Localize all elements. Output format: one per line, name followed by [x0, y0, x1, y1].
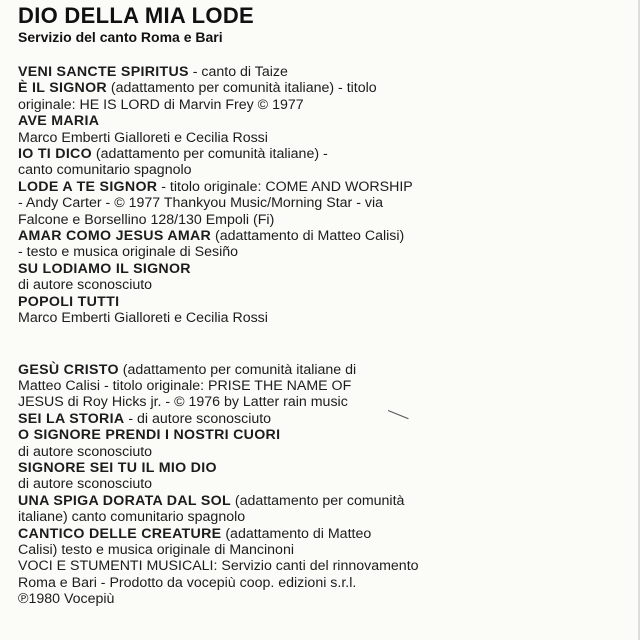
- song-title: GESÙ CRISTO: [18, 361, 119, 378]
- album-subtitle: Servizio del canto Roma e Bari: [18, 29, 223, 45]
- credit-line: [18, 509, 630, 525]
- credit-note: originale: HE IS LORD di Marvin Frey © 1977: [18, 96, 304, 113]
- credit-note: di autore sconosciuto: [18, 277, 153, 294]
- song-title: UNA SPIGA DORATA DAL SOL: [18, 492, 231, 509]
- credit-line: [18, 179, 630, 195]
- credit-line: [18, 542, 630, 558]
- credit-line: [18, 162, 630, 178]
- song-title: O SIGNORE PRENDI I NOSTRI CUORI: [18, 427, 281, 444]
- credit-line: [18, 427, 630, 443]
- song-title: SEI LA STORIA: [18, 410, 125, 427]
- credit-note: Calisi) testo e musica originale di Mancinoni: [18, 541, 294, 558]
- credit-line: [18, 362, 630, 378]
- credit-line: [18, 591, 630, 607]
- song-title: POPOLI TUTTI: [18, 293, 120, 310]
- credit-note: Falcone e Borsellino 128/130 Empoli (Fi): [18, 211, 275, 228]
- credit-line: [18, 228, 630, 244]
- credit-note: VOCI E STUMENTI MUSICALI: Servizio canti del rinnovamento: [18, 558, 419, 575]
- song-title: SU LODIAMO IL SIGNOR: [18, 260, 191, 277]
- credit-line: [18, 64, 630, 80]
- credit-note: (adattamento per comunità italiane) - titolo: [106, 80, 377, 97]
- credit-note: di autore sconosciuto: [18, 476, 153, 493]
- credit-line: [18, 558, 630, 574]
- song-title: AMAR COMO JESUS AMAR: [18, 228, 212, 245]
- credits: [18, 64, 630, 608]
- song-title: AVE MARIA: [18, 113, 100, 130]
- credit-line: [18, 575, 630, 591]
- credit-line: [18, 130, 630, 146]
- credit-note: (adattamento di Matteo Calisi): [211, 228, 405, 245]
- section-spacer: [18, 327, 630, 362]
- credit-line: [18, 493, 630, 509]
- credit-note: (adattamento per comunità italiane) -: [91, 146, 328, 163]
- credit-line: [18, 244, 630, 260]
- credit-line: [18, 261, 630, 277]
- song-title: CANTICO DELLE CREATURE: [18, 525, 222, 542]
- song-title: IO TI DICO: [18, 146, 92, 163]
- credit-note: - Andy Carter - © 1977 Thankyou Music/Morning Star - via: [18, 195, 384, 212]
- credit-note: italiane) canto comunitario spagnolo: [18, 509, 246, 526]
- credit-line: [18, 310, 630, 326]
- song-title: LODE A TE SIGNOR: [18, 178, 158, 195]
- credit-note: Marco Emberti Gialloreti e Cecilia Rossi: [18, 310, 268, 327]
- credit-line: [18, 97, 630, 113]
- credits-section-1: [18, 64, 630, 327]
- credit-line: [18, 146, 630, 162]
- credit-note: (adattamento per comunità italiane di: [118, 361, 357, 378]
- song-title: SIGNORE SEI TU IL MIO DIO: [18, 459, 217, 476]
- credit-note: - canto di Taize: [188, 64, 288, 80]
- credit-line: [18, 476, 630, 492]
- album-title: DIO DELLA MIA LODE: [18, 3, 254, 28]
- credit-note: - titolo originale: COME AND WORSHIP: [157, 178, 413, 195]
- credit-note: (adattamento di Matteo: [221, 525, 372, 542]
- song-title: È IL SIGNOR: [18, 80, 107, 97]
- credit-note: JESUS di Roy Hicks jr. - © 1976 by Latter rain music: [18, 394, 348, 411]
- credit-line: [18, 411, 630, 427]
- credit-line: [18, 212, 630, 228]
- credits-section-2: [18, 362, 630, 608]
- credit-line: [18, 113, 630, 129]
- credit-note: (adattamento per comunità: [230, 492, 405, 509]
- song-title: VENI SANCTE SPIRITUS: [18, 64, 189, 80]
- credit-note: Marco Emberti Gialloreti e Cecilia Rossi: [18, 129, 268, 146]
- credit-line: [18, 378, 630, 394]
- credit-line: [18, 460, 630, 476]
- credit-note: di autore sconosciuto: [18, 443, 153, 460]
- credit-note: ℗1980 Vocepiù: [18, 591, 115, 608]
- credit-note: canto comunitario spagnolo: [18, 162, 192, 179]
- credit-line: [18, 80, 630, 96]
- credit-note: - testo e musica originale di Sesiño: [18, 244, 239, 261]
- credit-line: [18, 277, 630, 293]
- credit-note: - di autore sconosciuto: [124, 410, 272, 427]
- credit-line: [18, 294, 630, 310]
- credit-line: [18, 526, 630, 542]
- header: [18, 4, 254, 46]
- credit-note: Roma e Bari - Prodotto da vocepiù coop. edizioni s.r.l.: [18, 574, 357, 591]
- credit-line: [18, 394, 630, 410]
- credit-note: Matteo Calisi - titolo originale: PRISE THE NAME OF: [18, 377, 352, 394]
- credit-line: [18, 444, 630, 460]
- credit-line: [18, 195, 630, 211]
